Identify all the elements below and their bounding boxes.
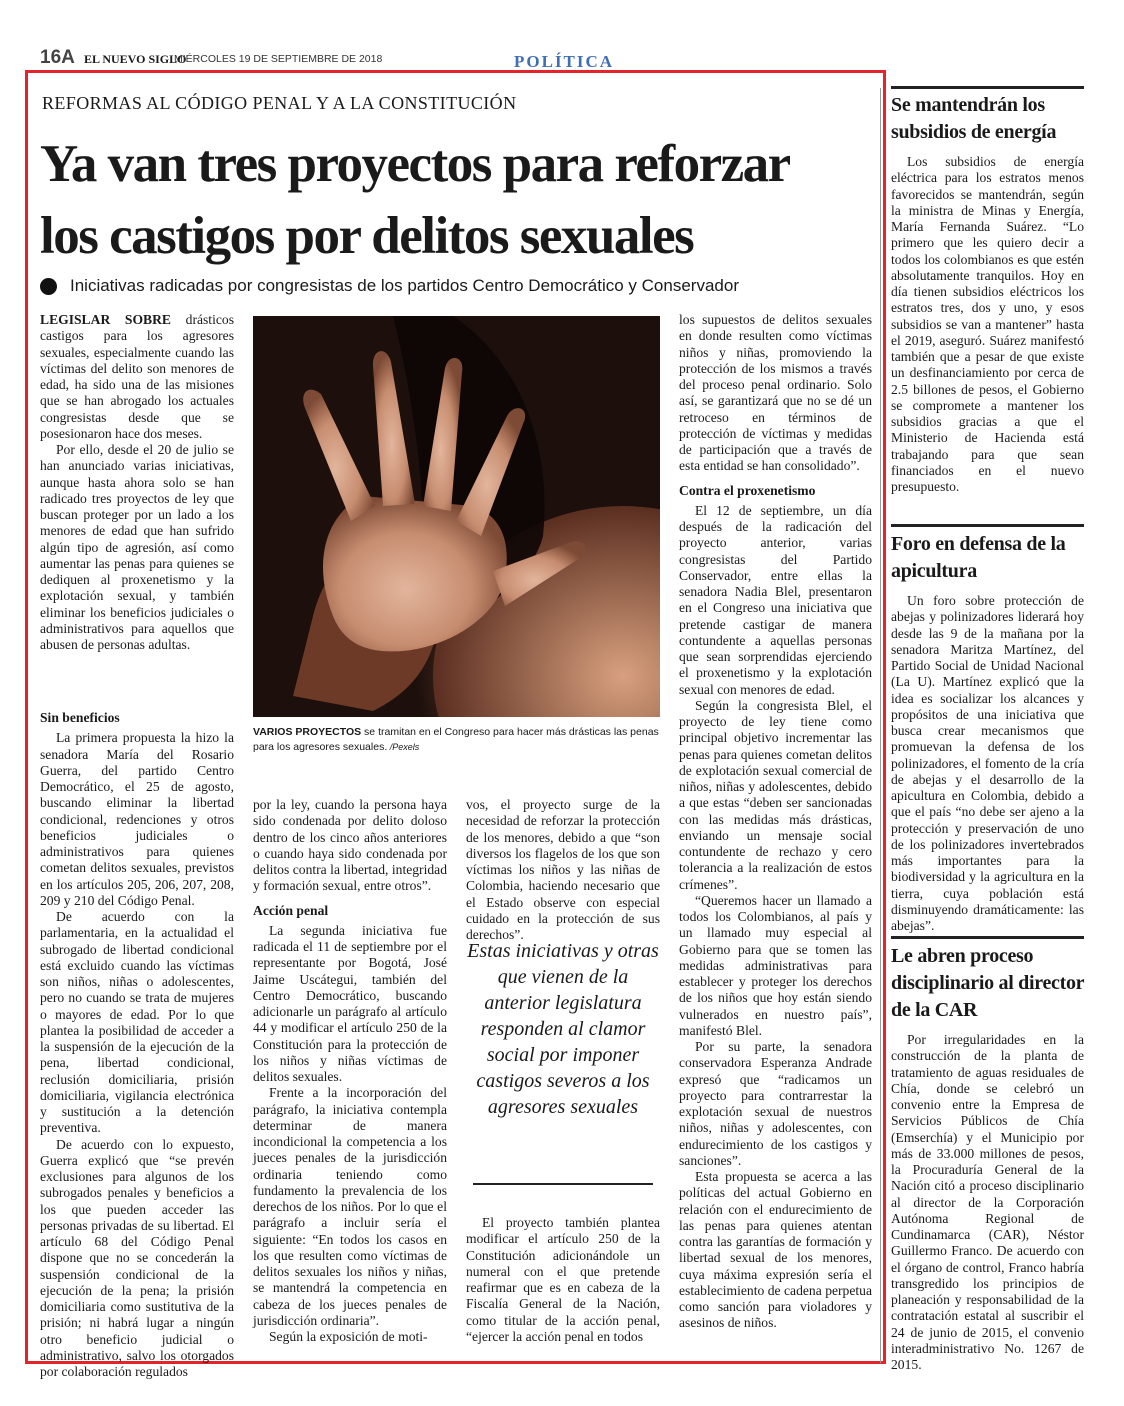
sidebar-rule bbox=[891, 86, 1084, 89]
headline-line-2: los castigos por delitos sexuales bbox=[40, 207, 694, 265]
newspaper-name: EL NUEVO SIGLO bbox=[84, 52, 187, 66]
page-number: 16A bbox=[40, 47, 75, 68]
lead-paragraph bbox=[40, 312, 234, 442]
paragraph: vos, el proyecto surge de la necesidad de reforzar la protección de los menores, debido a que “son diversos los flagelos de los que son víctimas los niños y las niñas de Colombia, haciendo necesario que el Estado observe con especial cuidado en la protección de sus derechos”. bbox=[466, 797, 660, 942]
column-divider bbox=[880, 88, 881, 1363]
sidebar-brief-car bbox=[891, 943, 1084, 1373]
sidebar-rule bbox=[891, 936, 1084, 939]
section-label: POLÍTICA bbox=[514, 52, 615, 71]
article-subhead: Iniciativas radicadas por congresistas de los partidos Centro Democrático y Conservador bbox=[70, 276, 739, 295]
pull-quote-rule bbox=[473, 1183, 653, 1185]
paragraph: por la ley, cuando la persona haya sido condenada por delito doloso dentro de los cinco años anteriores o cuando haya sido condenada por delitos contra la libertad, integridad y formación sexual, entre otros”. bbox=[253, 797, 447, 894]
raised-hand-image bbox=[253, 316, 660, 717]
publication-date: MIÉRCOLES 19 DE SEPTIEMBRE DE 2018 bbox=[174, 53, 383, 65]
paragraph: El proyecto también plantea modificar el artículo 250 de la Constitución adicionándole un numeral con el que pretende reafirmar que es en cabeza de la Fiscalía General de la Nación, como titular de la acción penal, “ejercer la acción penal en todos bbox=[466, 1215, 660, 1344]
article-column-1 bbox=[40, 312, 234, 653]
paragraph: Según la congresista Blel, el proyecto de ley tiene como principal objetivo incrementar las penas para quienes cometan delitos de explotación sexual comercial de niños, niñas y adolescentes, debido a que estas “deben ser sancionadas con las medidas más drásticas, enviando un mensaje social contundente de rechazo y cero tolerancia a la realización de estos crímenes”. bbox=[679, 697, 872, 892]
article-photo bbox=[253, 316, 660, 717]
paragraph: De acuerdo con lo expuesto, Guerra explicó que “se prevén exclusiones para algunos de los subrogados penales y beneficios a los que pueden acceder las personas privadas de su libertad. El artículo 68 del Código Penal dispone que no se concederán la suspensión condicional de la ejecución de la pena; la prisión domiciliaria como sustitutiva de la prisión; ni habrá lugar a ningún otro beneficio judicial o administrativo, salvo los otorgados por colaboración regulados bbox=[40, 1136, 234, 1379]
paragraph: Frente a la incorporación del parágrafo, la iniciativa contempla determinar de manera incondicional la competencia a los jueces penales de la jurisdicción ordinaria teniendo como fundamento la prevalencia de los derechos de los niños. Por lo que el parágrafo a incluir sería el siguiente: “En todos los casos en los que resulten como víctimas de delitos sexuales los niños y niñas, se mantendrá la competencia en cabeza de los jueces penales de jurisdicción ordinaria”. bbox=[253, 1085, 447, 1328]
headline-line-1: Ya van tres proyectos para reforzar bbox=[40, 135, 790, 193]
bullet-icon bbox=[40, 278, 57, 295]
article-column-4 bbox=[679, 312, 872, 1332]
brief-body: Por irregularidades en la construcción de la planta de tratamiento de aguas residuales de Chía, donde se celebró un convenio entre la Empresa de Servicios Públicos de Chía (Emserchía) y el Municipio por más de 33.000 millones de pesos, la Procuraduría General de la Nación citó a proceso disciplinario al director de la Corporación Autónoma Regional de Cundinamarca (CAR), Néstor Guillermo Franco. De acuerdo con el órgano de control, Franco habría transgredido los principios de planeación y responsabilidad de la contratación estatal al suscribir el 24 de junio de 2015, el convenio interadministrativo No. 1267 de 2015. bbox=[891, 1032, 1084, 1372]
subheading-contra-el-proxenetismo: Contra el proxenetismo bbox=[679, 482, 816, 498]
photo-caption bbox=[253, 725, 660, 755]
paragraph: los supuestos de delitos sexuales en donde resulten como víctimas niños y niñas, promoviendo la protección de los mismos a través del proceso penal ordinario. Solo así, se garantizará que no se dé un retroceso en términos de protección de víctimas y medidas de participación que a través de esta entidad se han consolidado”. bbox=[679, 312, 872, 474]
article-column-2 bbox=[253, 797, 447, 1345]
paragraph: Por su parte, la senadora conservadora Esperanza Andrade expresó que “radicamos un proyecto para contrarrestar la explotación sexual de nuestros niños, niñas y adolescentes, con endurecimiento de los castigos y sanciones”. bbox=[679, 1039, 872, 1168]
subheading-sin-beneficios: Sin beneficios bbox=[40, 710, 120, 725]
paragraph: La segunda iniciativa fue radicada el 11 de septiembre por el representante por Bogotá, José Jaime Uscátegui, también del Centro Democrático, buscando adicionarle un parágrafo al artículo 44 y modificar el artículo 250 de la Constitución para la protección de los niños y niñas víctimas de delitos sexuales. bbox=[253, 922, 447, 1084]
brief-title: Foro en defensa de la apicultura bbox=[891, 533, 1066, 582]
sidebar-rule bbox=[891, 524, 1084, 527]
article-column-1-lower bbox=[40, 706, 234, 1380]
brief-title: Se mantendrán los subsidios de energía bbox=[891, 94, 1057, 143]
subheading-accion-penal: Acción penal bbox=[253, 902, 329, 918]
article-kicker: REFORMAS AL CÓDIGO PENAL Y A LA CONSTITUCIÓN bbox=[42, 93, 517, 113]
lead-text: drásticos castigos para los agresores sexuales, especialmente cuando las víctimas del delito son menores de edad, ha sido una de las misiones que se han abrogado los actuales congresistas desde que se posesionaron hace dos meses. bbox=[40, 312, 234, 441]
paragraph: El 12 de septiembre, un día después de la radicación del proyecto anterior, varias congresistas del Partido Conservador, entre ellas la senadora Nadia Blel, presentaron en el Congreso una iniciativa que pretende castigar de manera contundente a aquellas personas que sean sorprendidas ejerciendo el proxenetismo y la explotación sexual con menores de edad. bbox=[679, 502, 872, 697]
paragraph: La primera propuesta la hizo la senadora María del Rosario Guerra, del partido Centro Democrático, el 25 de agosto, buscando eliminar la libertad condicional, redenciones y otros beneficios judiciales o administrativos para quienes cometan delitos sexuales, previstos en los artículos 205, 206, 207, 208, 209 y 210 del Código Penal. bbox=[40, 730, 234, 908]
paragraph: “Queremos hacer un llamado a todos los Colombianos, al país y un llamado muy especial al Gobierno para que se tomen las medidas administrativas para establecer y proteger los derechos de los niños que hoy están siendo vulnerados en nuestro país”, manifestó Blel. bbox=[679, 892, 872, 1038]
lead-bold: LEGISLAR SOBRE bbox=[40, 312, 171, 327]
caption-lead: VARIOS PROYECTOS bbox=[253, 726, 362, 738]
sidebar-brief-apicultura bbox=[891, 531, 1084, 934]
brief-body: Un foro sobre protección de abejas y polinizadores liderará hoy desde las 9 de la mañana por la senadora Maritza Martínez, del Partido Social de Unidad Nacional (La U). Martínez explicó que la idea es socializar los alcances y propósitos de una iniciativa que busca crear mecanismos que promuevan la defensa de los polinizadores, el fomento de la cría de abejas y el desarrollo de la apicultura en Colombia, debido a que el país “no debe ser ajeno a la protección y preservación de uno de los polinizadores invertebrados más importantes para la biodiversidad y la agricultura en la tierra, cuya población está disminuyendo dramáticamente: las abejas”. bbox=[891, 593, 1084, 933]
brief-body: Los subsidios de energía eléctrica para los estratos menos favorecidos se mantendrán, según la ministra de Minas y Energía, María Fernanda Suárez. “Lo primero que les quiero decir a todos los colombianos es que estén absolutamente tranquilos. Hoy en día tienen subsidios eléctricos los estratos tres, dos y uno, y esos subsidios se van a mantener” hasta el 2019, aseguró. Suárez manifestó también que a pesar de que existe un desfinanciamiento por cerca de 2.5 billones de pesos, el Gobierno se compromete a mantener los subsidios gracias a que el Ministerio de Hacienda está trabajando para que sean financiados en el nuevo presupuesto. bbox=[891, 154, 1084, 494]
brief-title: Le abren proceso disciplinario al director de la CAR bbox=[891, 945, 1084, 1021]
pull-quote: Estas iniciativas y otras que vienen de la anterior legislatura responden al clamor social por imponer castigos severos a los agresores sexuales bbox=[467, 940, 659, 1118]
paragraph: De acuerdo con la parlamentaria, en la actualidad el subrogado de libertad condicional está excluido cuando las víctimas son niños, niñas o adolescentes, pero no cuando se trata de mujeres o mayores de edad. Por lo que plantea la posibilidad de acceder a la suspensión de la ejecución de la pena, libertad condicional, reclusión domiciliaria, prisión domiciliaria, vigilancia electrónica y sustitución a la detención preventiva. bbox=[40, 909, 234, 1136]
paragraph: Por ello, desde el 20 de julio se han anunciado varias iniciativas, aunque hasta ahora solo se han radicado tres proyectos de ley que buscan proteger por un lado a los menores de edad que han sufrido algún tipo de agresión, así como aumentar las penas para quienes se dediquen al proxenetismo y la explotación sexual, y también eliminar los beneficios judiciales o administrativos para aquellos que abusen de personas adultas. bbox=[40, 442, 234, 652]
photo-credit: /Pexels bbox=[387, 742, 420, 752]
article-column-3-lower bbox=[466, 1215, 660, 1345]
sidebar-brief-energy bbox=[891, 92, 1084, 495]
caption-text: se tramitan en el Congreso para hacer más drásticas las penas para los agresores sexuales. bbox=[253, 726, 659, 753]
paragraph: Según la exposición de moti- bbox=[269, 1329, 428, 1344]
paragraph: Esta propuesta se acerca a las políticas del actual Gobierno en relación con el endurecimiento de las penas para quienes atentan contra las garantías de formación y libertad sexual de los menores, cuya máxima expresión sería el establecimiento de cadena perpetua como sanción para violadores y asesinos de niños. bbox=[679, 1169, 872, 1331]
article-column-3 bbox=[466, 797, 660, 943]
